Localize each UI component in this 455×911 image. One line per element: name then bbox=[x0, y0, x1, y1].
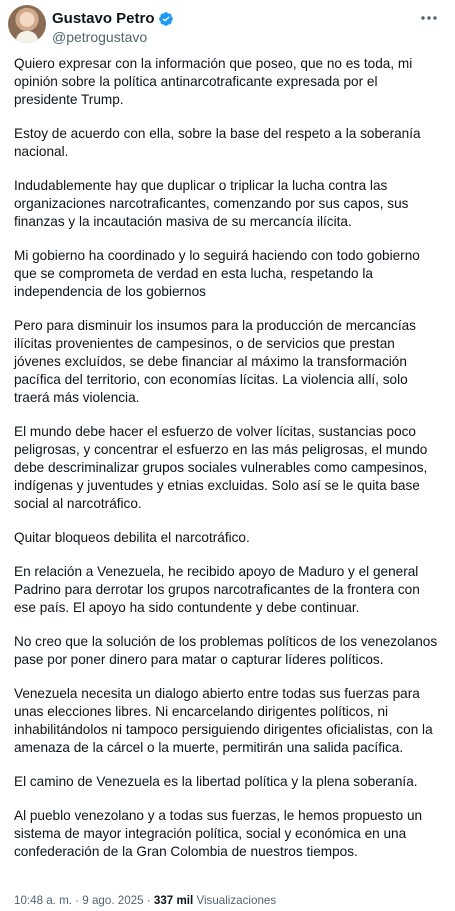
tweet-paragraph: Venezuela necesita un dialogo abierto entre todas sus fuerzas para unas elecciones libres. Ni encarcelando dirigentes políticos, ni inhabilitándolos ni tampoco persiguiendo dirigentes oficialistas, con la amenaza de la cárcel o la muerte, permitirán una salida pacífica. bbox=[14, 686, 433, 755]
tweet-paragraph: El mundo debe hacer el esfuerzo de volver lícitas, sustancias poco peligrosas, y concentrar el esfuerzo en las más peligrosas, el mundo debe descriminalizar grupos sociales vulnerables como campesinos, indígenas y juventudes y etnias excluidas. Solo así se le quita base social al narcotráfico. bbox=[14, 424, 428, 511]
tweet-paragraph: Pero para disminuir los insumos para la producción de mercancías ilícitas provenientes de campesinos, o de servicios que prestan jóvenes excluídos, se debe financiar al máximo la transformación pacífica del territorio, con economías lícitas. La violencia allí, solo traerá más violencia. bbox=[14, 318, 416, 405]
author-handle[interactable]: @petrogustavo bbox=[52, 29, 148, 45]
tweet-header bbox=[0, 0, 455, 50]
views-label: Visualizaciones bbox=[196, 894, 277, 907]
meta-separator: · bbox=[143, 894, 154, 907]
more-horizontal-icon[interactable] bbox=[419, 10, 439, 26]
timestamp[interactable]: 10:48 a. m. · 9 ago. 2025 bbox=[14, 894, 144, 907]
avatar-collar bbox=[16, 31, 38, 43]
verified-badge-icon bbox=[158, 11, 174, 27]
tweet-paragraph: Quiero expresar con la información que poseo, que no es toda, mi opinión sobre la política antinarcotraficante expresada por el presidente Trump. bbox=[14, 56, 413, 107]
author-display-name[interactable]: Gustavo Petro bbox=[52, 10, 155, 27]
tweet-paragraph: Quitar bloqueos debilita el narcotráfico. bbox=[14, 530, 250, 545]
tweet-paragraph: El camino de Venezuela es la libertad política y la plena soberanía. bbox=[14, 774, 418, 789]
views-count: 337 mil bbox=[153, 894, 194, 907]
tweet-text bbox=[14, 55, 444, 877]
tweet-paragraph: Indudablemente hay que duplicar o triplicar la lucha contra las organizaciones narcotraficantes, comenzando por sus capos, sus finanzas y la incautación masiva de su mercancía ilícita. bbox=[14, 178, 409, 229]
tweet-paragraph: No creo que la solución de los problemas políticos de los venezolanos pase por poner dinero para matar o capturar líderes políticos. bbox=[14, 634, 438, 667]
tweet-paragraph: Estoy de acuerdo con ella, sobre la base del respeto a la soberanía nacional. bbox=[14, 126, 421, 159]
tweet-paragraph: En relación a Venezuela, he recibido apoyo de Maduro y el general Padrino para derrotar los grupos narcotraficantes de la frontera con ese país. El apoyo ha sido contundente y debe continuar. bbox=[14, 564, 420, 615]
author-name-row[interactable] bbox=[52, 10, 174, 28]
avatar[interactable] bbox=[8, 5, 46, 43]
tweet-paragraph: Mi gobierno ha coordinado y lo seguirá haciendo con todo gobierno que se comprometa de verdad en esta lucha, respetando la independencia de los gobiernos bbox=[14, 248, 420, 299]
tweet-meta bbox=[14, 894, 276, 908]
tweet-paragraph: Al pueblo venezolano y a todas sus fuerzas, le hemos propuesto un sistema de mayor integración política, social y económica en una confederación de la Gran Colombia de nuestros tiempos. bbox=[14, 808, 423, 859]
